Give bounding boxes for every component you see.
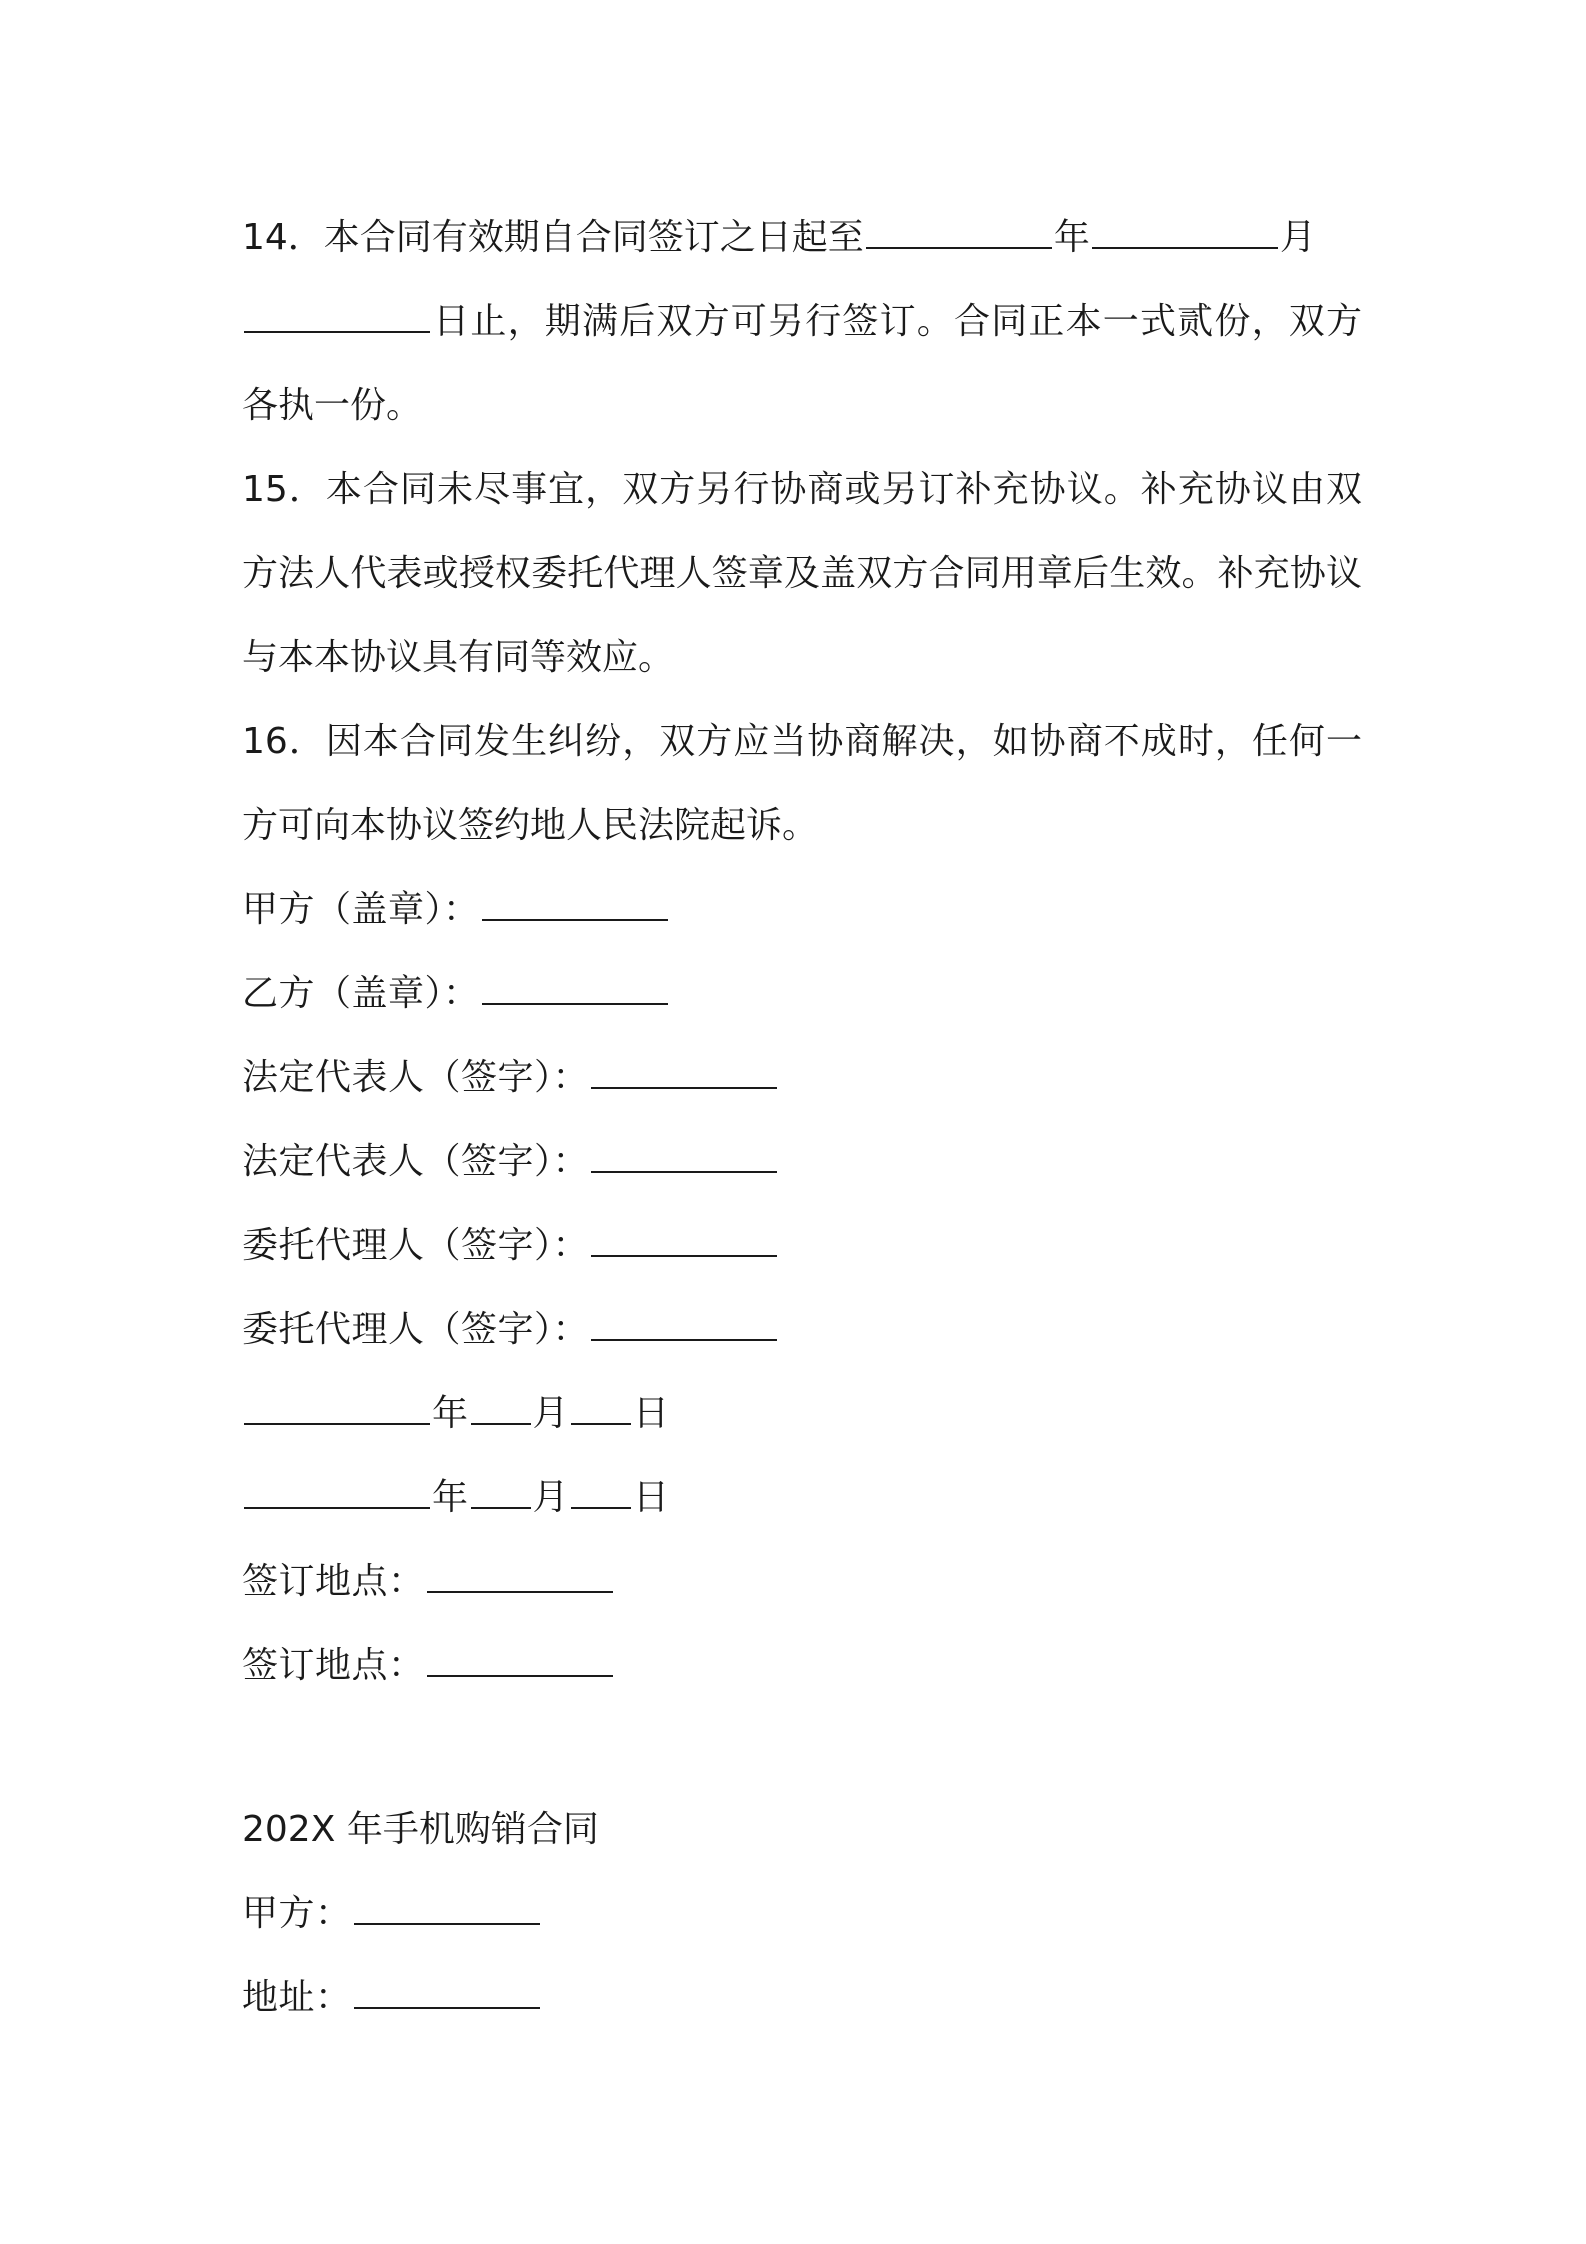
legal-rep-line-2 xyxy=(242,1120,1362,1204)
next-party-a-line xyxy=(242,1872,1362,1956)
date-line-2 xyxy=(242,1456,1362,1540)
day-blank[interactable] xyxy=(244,301,430,333)
agent-label-2: 委托代理人（签字）： xyxy=(242,1309,590,1350)
date-month-blank-1[interactable] xyxy=(471,1393,531,1425)
place-line-1 xyxy=(242,1540,1362,1624)
date-day-blank-2[interactable] xyxy=(571,1477,631,1509)
month-blank[interactable] xyxy=(1092,217,1278,249)
date-year-label-2: 年 xyxy=(432,1477,469,1518)
clause-14-text-start: 14．本合同有效期自合同签订之日起至 xyxy=(242,217,864,258)
party-a-seal-label: 甲方（盖章）： xyxy=(242,889,480,930)
date-day-label-2: 日 xyxy=(633,1477,670,1518)
document-body xyxy=(242,196,1362,2040)
agent-label-1: 委托代理人（签字）： xyxy=(242,1225,590,1266)
clause-14 xyxy=(242,196,1362,448)
place-blank-1[interactable] xyxy=(427,1561,613,1593)
date-year-label-1: 年 xyxy=(432,1393,469,1434)
next-address-label: 地址： xyxy=(242,1977,352,2018)
date-month-label-1: 月 xyxy=(532,1393,570,1434)
party-b-seal-blank[interactable] xyxy=(482,973,668,1005)
date-year-blank-1[interactable] xyxy=(244,1393,430,1425)
legal-rep-label-2: 法定代表人（签字）： xyxy=(242,1141,590,1182)
next-address-blank[interactable] xyxy=(354,1977,540,2009)
agent-line-1 xyxy=(242,1204,1362,1288)
party-b-seal-label: 乙方（盖章）： xyxy=(242,973,480,1014)
clause-16: 16．因本合同发生纠纷，双方应当协商解决，如协商不成时，任何一方可向本协议签约地人民法院起诉。 xyxy=(242,721,1362,846)
legal-rep-line-1 xyxy=(242,1036,1362,1120)
legal-rep-label-1: 法定代表人（签字）： xyxy=(242,1057,590,1098)
clause-14-year: 年 xyxy=(1053,217,1090,258)
place-line-2 xyxy=(242,1624,1362,1708)
section-gap xyxy=(242,1708,1362,1788)
place-label-1: 签订地点： xyxy=(242,1561,425,1602)
place-label-2: 签订地点： xyxy=(242,1645,425,1686)
legal-rep-blank-1[interactable] xyxy=(591,1057,777,1089)
agent-blank-1[interactable] xyxy=(591,1225,777,1257)
party-a-seal-blank[interactable] xyxy=(482,889,668,921)
date-year-blank-2[interactable] xyxy=(244,1477,430,1509)
next-address-line xyxy=(242,1956,1362,2040)
next-contract-title: 202X 年手机购销合同 xyxy=(242,1809,599,1850)
clause-15: 15．本合同未尽事宜，双方另行协商或另订补充协议。补充协议由双方法人代表或授权委托代理人签章及盖双方合同用章后生效。补充协议与本本协议具有同等效应。 xyxy=(242,469,1362,678)
clause-14-text-end: 日止，期满后双方可另行签订。合同正本一式贰份，双方各执一份。 xyxy=(242,301,1362,426)
agent-blank-2[interactable] xyxy=(591,1309,777,1341)
date-month-label-2: 月 xyxy=(532,1477,570,1518)
date-line-1 xyxy=(242,1372,1362,1456)
legal-rep-blank-2[interactable] xyxy=(591,1141,777,1173)
date-day-blank-1[interactable] xyxy=(571,1393,631,1425)
agent-line-2 xyxy=(242,1288,1362,1372)
date-month-blank-2[interactable] xyxy=(471,1477,531,1509)
next-party-a-blank[interactable] xyxy=(354,1893,540,1925)
date-day-label-1: 日 xyxy=(633,1393,670,1434)
party-b-seal-line xyxy=(242,952,1362,1036)
year-blank[interactable] xyxy=(866,217,1052,249)
clause-14-month: 月 xyxy=(1279,217,1316,258)
party-a-seal-line xyxy=(242,868,1362,952)
next-party-a-label: 甲方： xyxy=(242,1893,352,1934)
place-blank-2[interactable] xyxy=(427,1645,613,1677)
